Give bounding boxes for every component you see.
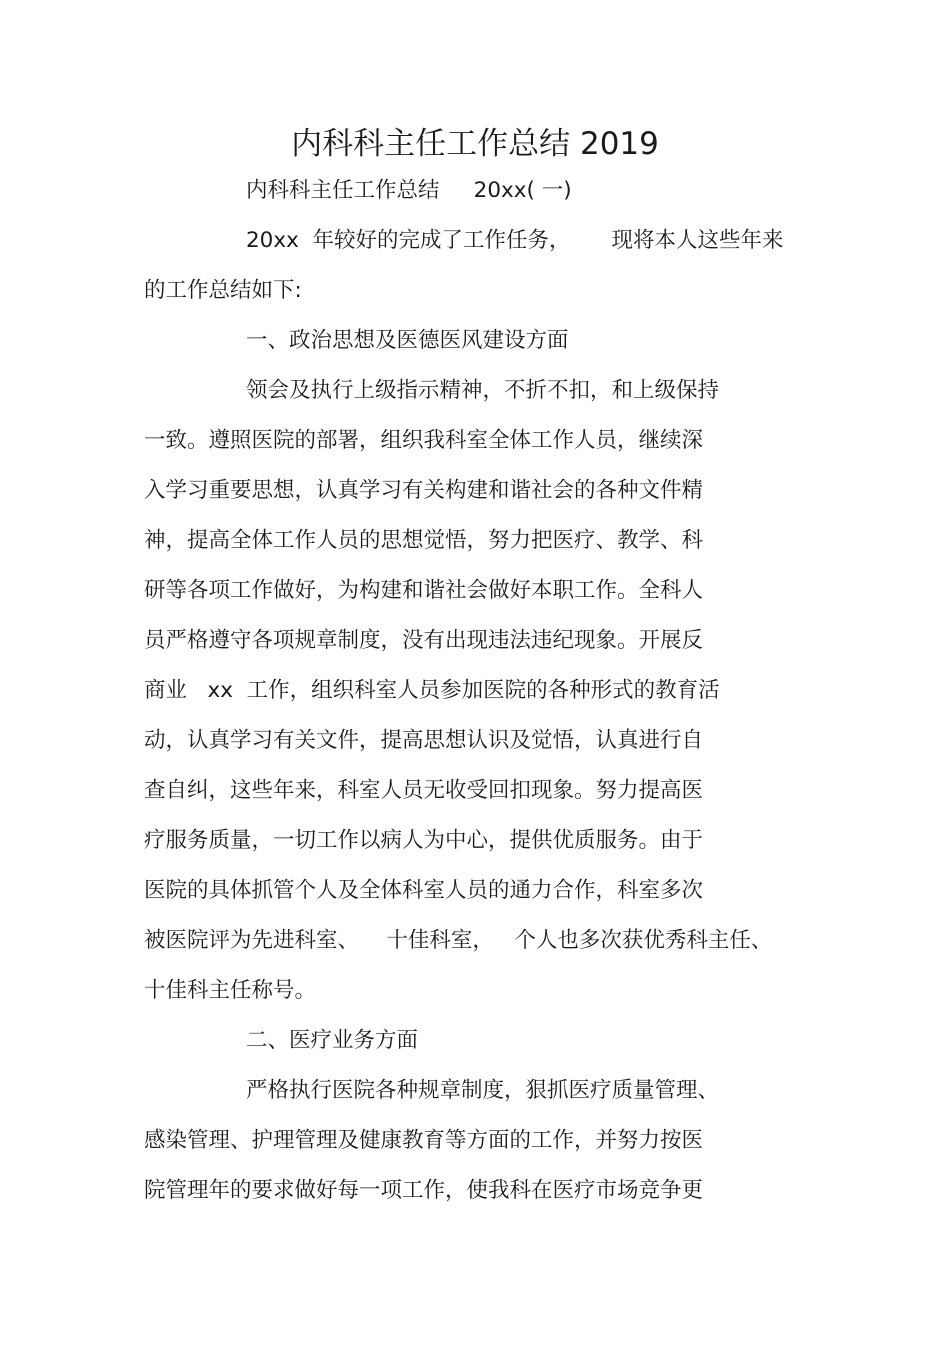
paragraph-line: 动，认真学习有关文件，提高思想认识及觉悟，认真进行自 — [144, 728, 704, 753]
paragraph-line: 感染管理、护理管理及健康教育等方面的工作，并努力按医 — [144, 1128, 704, 1153]
paragraph-line: 疗服务质量，一切工作以病人为中心，提供优质服务。由于 — [144, 828, 704, 853]
paragraph-line: 医院的具体抓管个人及全体科室人员的通力合作，科室多次 — [144, 878, 704, 903]
paragraph-line: 研等各项工作做好，为构建和谐社会做好本职工作。全科人 — [144, 578, 704, 603]
paragraph-line: 神，提高全体工作人员的思想觉悟，努力把医疗、教学、科 — [144, 528, 704, 553]
paragraph-line: 被医院评为先进科室、 十佳科室， 个人也多次获优秀科主任、 — [144, 928, 773, 953]
paragraph-line: 领会及执行上级指示精神，不折不扣，和上级保持 — [246, 378, 720, 403]
paragraph-line: 员严格遵守各项规章制度，没有出现违法违纪现象。开展反 — [144, 628, 704, 653]
paragraph-line: 严格执行医院各种规章制度，狠抓医疗质量管理、 — [246, 1078, 720, 1103]
paragraph-line: 一致。遵照医院的部署，组织我科室全体工作人员，继续深 — [144, 428, 704, 453]
section-heading: 二、医疗业务方面 — [246, 1028, 419, 1053]
paragraph-line: 20xx 年较好的完成了工作任务， 现将本人这些年来 — [246, 228, 784, 253]
paragraph-line: 商业 xx 工作，组织科室人员参加医院的各种形式的教育活 — [144, 678, 720, 703]
subtitle-line: 内科科主任工作总结 20xx( 一) — [246, 178, 572, 203]
paragraph-line: 查自纠，这些年来，科室人员无收受回扣现象。努力提高医 — [144, 778, 704, 803]
paragraph-line: 入学习重要思想，认真学习有关构建和谐社会的各种文件精 — [144, 478, 704, 503]
section-heading: 一、政治思想及医德医风建设方面 — [246, 328, 569, 353]
paragraph-line: 院管理年的要求做好每一项工作，使我科在医疗市场竞争更 — [144, 1178, 704, 1203]
paragraph-line: 的工作总结如下: — [144, 278, 302, 303]
document-title: 内科科主任工作总结 2019 — [291, 126, 659, 162]
paragraph-line: 十佳科主任称号。 — [144, 978, 317, 1003]
